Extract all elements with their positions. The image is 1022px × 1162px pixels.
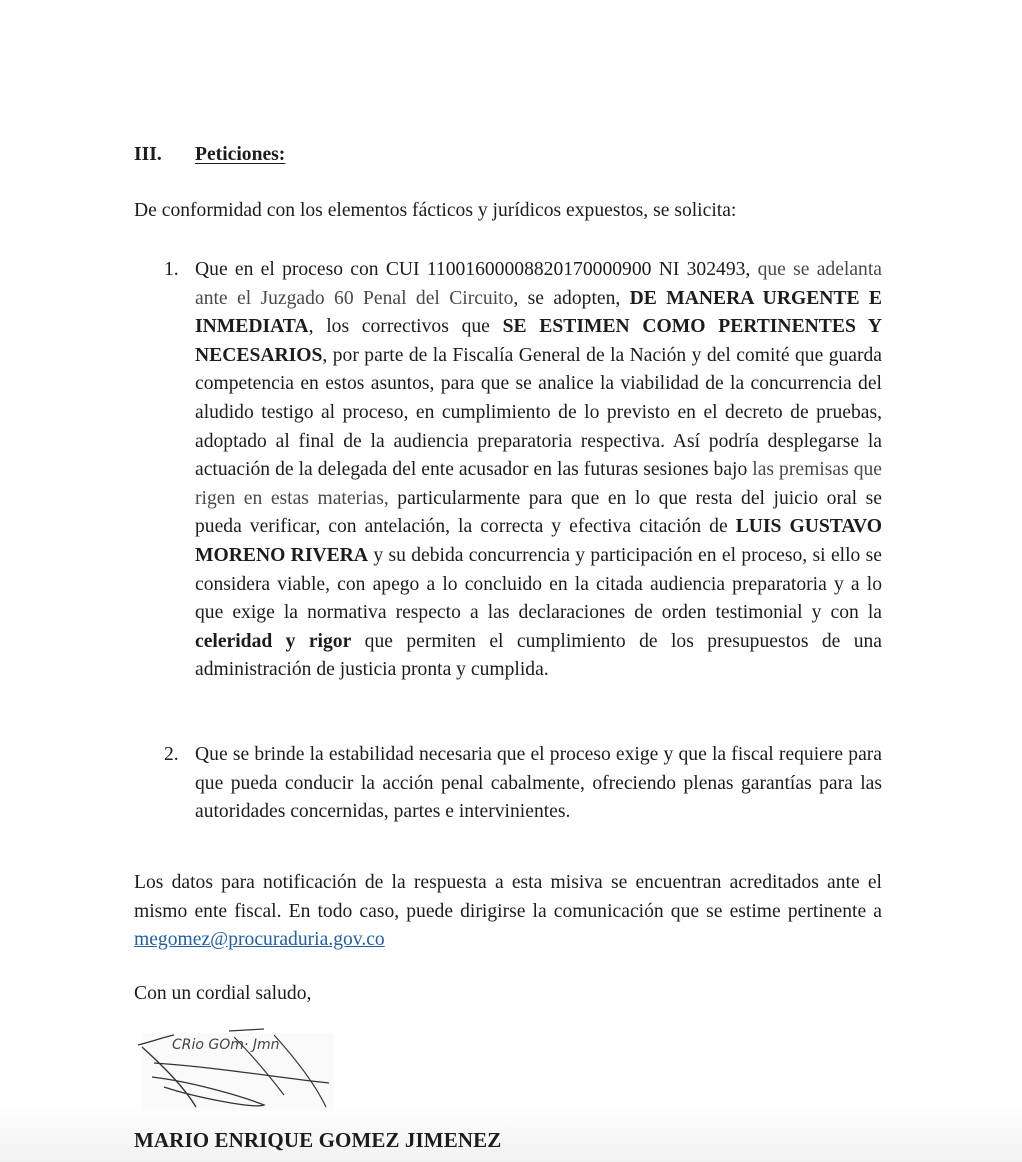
email-link[interactable]: megomez@procuraduria.gov.co [134,929,385,951]
closing-paragraph [134,869,882,955]
signature-scribble: CRio GOm· Jmn [172,1037,280,1053]
signature-icon [134,1027,336,1113]
emphasized-text: SE ESTIMEN COMO PERTINENTES Y NECESARIOS [195,316,882,366]
petition-segment: , los correctivos que [308,316,503,338]
petition-text [195,259,882,680]
emphasized-text: celeridad y rigor [195,630,352,652]
petition-segment: particularmente para que en lo que resta del juicio oral se pueda verificar, con antelación, la correcta y efectiva citación de [195,487,882,538]
petition-segment: , se adopten, [513,287,630,309]
petition-item [134,256,882,685]
petition-text [195,744,882,822]
section-title: Peticiones: [195,144,286,165]
petition-segment: Que en el proceso con CUI 11001600008820170000900 NI 302493, [195,259,758,280]
petition-item [134,741,882,827]
petition-segment: y su debida concurrencia y participación en el proceso, si ello se considera viable, con apego a lo concluido en la citada audiencia preparatoria y a lo que exige la normativa respecto a las declaraciones de orden testimonial y con la [195,544,882,624]
emphasized-text: DE MANERA URGENTE E INMEDIATA [195,287,883,338]
intro-paragraph: De conformidad con los elementos fácticos y jurídicos expuestos, se solicita: [134,200,737,221]
petition-segment: Que se brinde la estabilidad necesaria que el proceso exige y que la fiscal requiere para que pueda conducir la acción penal cabalmente, ofreciendo plenas garantías para las autoridades concernidas, partes e intervinientes. [195,744,882,823]
petition-segment: que se adelanta ante el Juzgado 60 Penal del Circuito [195,259,882,309]
salutation: Con un cordial saludo, [134,983,312,1004]
section-heading [134,144,285,166]
signer-name: MARIO ENRIQUE GOMEZ JIMENEZ [134,1128,502,1152]
emphasized-text: LUIS GUSTAVO MORENO RIVERA [195,516,882,566]
closing-text: Los datos para notificación de la respuesta a esta misiva se encuentran acreditados ante el mismo ente fiscal. En todo caso, puede dirigirse la comunicación que se estime pertinente a [134,872,882,922]
petition-segment: que permiten el cumplimiento de los presupuestos de una administración de justicia pronta y cumplida. [195,630,882,681]
petition-segment: las premisas que rigen en estas materias, [195,459,882,509]
list-marker: 2. [164,744,179,765]
petition-segment: , por parte de la Fiscalía General de la Nación y del comité que guarda competencia en estos asuntos, para que se analice la viabilidad de la concurrencia del aludido testigo al proceso, en cumplimiento de lo previsto en el decreto de pruebas, adoptado al final de la audiencia preparatoria respectiva. Así podría desplegarse la actuación de la delegada del ente acusador en las futuras sesiones bajo [195,344,882,481]
section-number: III. [134,144,162,165]
list-marker: 1. [164,259,179,280]
